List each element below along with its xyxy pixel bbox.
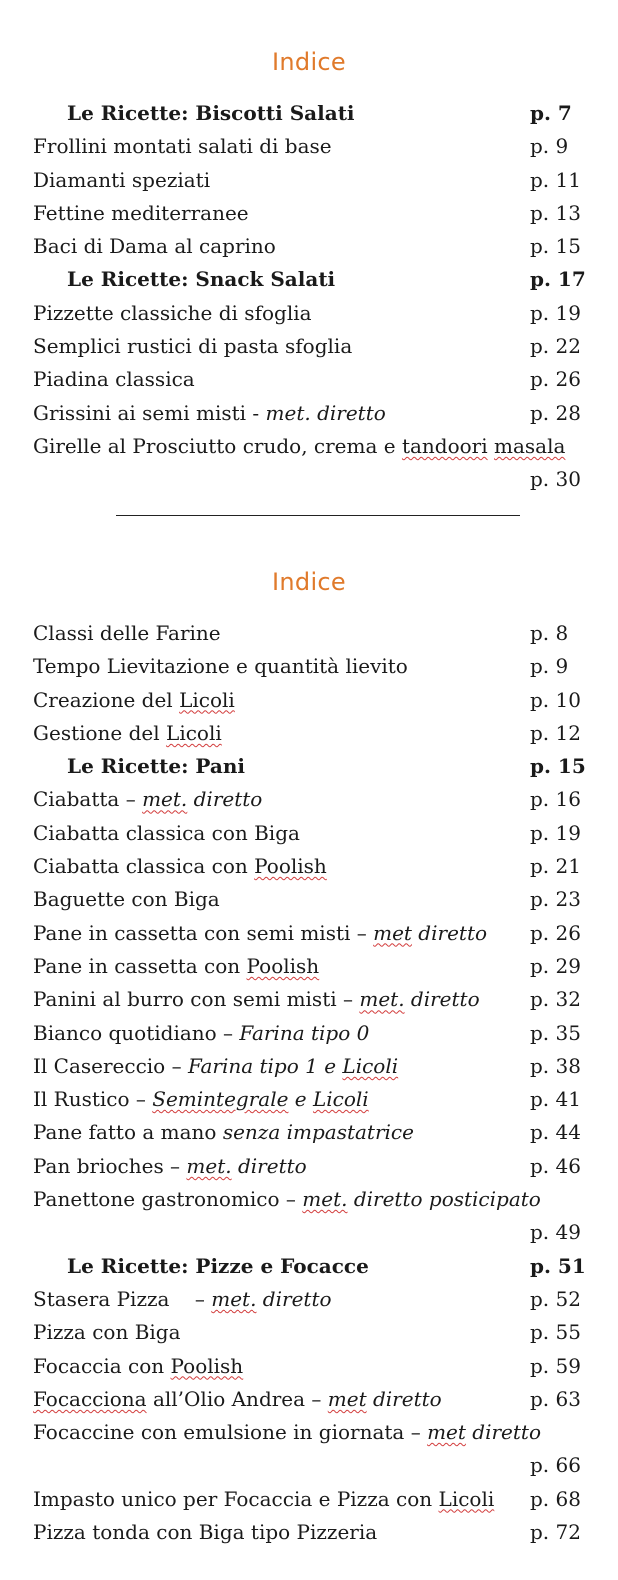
toc-entry: Pizza con Biga p. 55 bbox=[33, 1320, 581, 1345]
table-of-contents bbox=[33, 97, 593, 497]
toc-entry: Ciabatta classica con Poolish p. 21 bbox=[33, 854, 581, 879]
toc-entry: Il Casereccio – Farina tipo 1 e Licoli p. 38 bbox=[33, 1053, 581, 1078]
toc-entry: Pane in cassetta con semi misti – met diretto p. 26 bbox=[33, 920, 581, 945]
toc-entry: Tempo Lievitazione e quantità lievito p. 9 bbox=[33, 654, 569, 679]
toc-entry: Ciabatta classica con Biga p. 19 bbox=[33, 820, 581, 845]
toc-entry: Focaccine con emulsione in giornata – met diretto p. 66 bbox=[33, 1420, 581, 1478]
toc-entry: Ciabatta – met. diretto p. 16 bbox=[33, 787, 581, 812]
toc-entry: Grissini ai semi misti - met. diretto p. 28 bbox=[33, 400, 581, 425]
toc-section-heading: Le Ricette: Pani p. 15 bbox=[67, 754, 586, 779]
toc-entry: Girelle al Prosciutto crudo, crema e tandoori masala p. 30 bbox=[33, 433, 581, 492]
toc-entry: Focaccia con Poolish p. 59 bbox=[33, 1353, 581, 1378]
index-title: Indice bbox=[272, 48, 346, 77]
toc-entry: Pane fatto a mano senza impastatrice p. 44 bbox=[33, 1120, 581, 1145]
toc-entry: Diamanti speziati p. 11 bbox=[33, 167, 581, 192]
toc-entry: Panini al burro con semi misti – met. diretto p. 32 bbox=[33, 987, 581, 1012]
toc-entry: Pane in cassetta con Poolish p. 29 bbox=[33, 953, 581, 978]
table-of-contents bbox=[33, 617, 593, 1549]
toc-entry: Baci di Dama al caprino p. 15 bbox=[33, 234, 581, 259]
toc-entry: Pizza tonda con Biga tipo Pizzeria p. 72 bbox=[33, 1520, 581, 1545]
toc-entry: Bianco quotidiano – Farina tipo 0 p. 35 bbox=[33, 1020, 581, 1045]
toc-entry: Creazione del Licoli p. 10 bbox=[33, 687, 581, 712]
toc-section-heading: Le Ricette: Pizze e Focacce p. 51 bbox=[67, 1253, 586, 1278]
toc-entry: Panettone gastronomico – met. diretto posticipato p. 49 bbox=[33, 1187, 581, 1245]
toc-entry: Stasera Pizza – met. diretto p. 52 bbox=[33, 1286, 581, 1311]
toc-section-heading: Le Ricette: Biscotti Salati p. 7 bbox=[67, 101, 572, 125]
toc-entry: Impasto unico per Focaccia e Pizza con Licoli p. 68 bbox=[33, 1486, 581, 1511]
toc-entry: Gestione del Licoli p. 12 bbox=[33, 720, 581, 745]
toc-entry: Focacciona all’Olio Andrea – met diretto p. 63 bbox=[33, 1386, 581, 1411]
toc-entry: Semplici rustici di pasta sfoglia p. 22 bbox=[33, 334, 581, 359]
toc-entry: Baguette con Biga p. 23 bbox=[33, 887, 581, 912]
section-divider bbox=[116, 515, 520, 516]
toc-entry: Piadina classica p. 26 bbox=[33, 367, 581, 392]
toc-entry: Classi delle Farine p. 8 bbox=[33, 621, 569, 645]
toc-entry: Il Rustico – Semintegrale e Licoli p. 41 bbox=[33, 1087, 581, 1112]
toc-entry: Pan brioches – met. diretto p. 46 bbox=[33, 1153, 581, 1178]
toc-entry: Pizzette classiche di sfoglia p. 19 bbox=[33, 300, 581, 325]
index-title: Indice bbox=[272, 568, 346, 597]
toc-entry: Frollini montati salati di base p. 9 bbox=[33, 134, 569, 159]
toc-entry: Fettine mediterranee p. 13 bbox=[33, 200, 581, 225]
toc-section-heading: Le Ricette: Snack Salati p. 17 bbox=[67, 267, 586, 292]
